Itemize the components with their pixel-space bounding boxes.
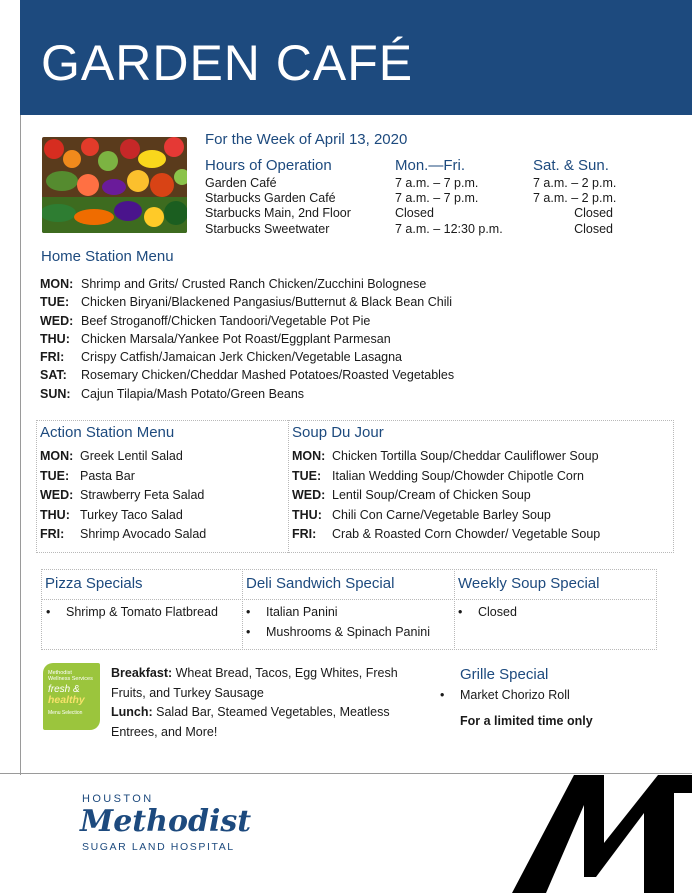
list-item: [40, 330, 454, 348]
list-item: [292, 506, 600, 526]
menu-text: Rosemary Chicken/Cheddar Mashed Potatoes/Roasted Vegetables: [81, 368, 455, 383]
action-station-list: [40, 447, 206, 545]
day-label: MON:: [292, 449, 326, 463]
day-label: FRI:: [292, 527, 317, 542]
menu-text: Strawberry Feta Salad: [80, 488, 205, 503]
vegetables-image: [42, 137, 187, 233]
list-item: [292, 525, 600, 545]
day-label: MON:: [40, 277, 74, 291]
header-banner: [20, 0, 692, 115]
soup-du-jour-title: Soup Du Jour: [292, 424, 384, 441]
menu-text: Pasta Bar: [80, 468, 135, 483]
list-item: [40, 312, 454, 330]
hours-weekend: 7 a.m. – 2 p.m.: [533, 191, 617, 205]
menu-text: Shrimp and Grits/ Crusted Ranch Chicken/Zucchini Bolognese: [81, 277, 427, 291]
day-label: FRI:: [40, 527, 65, 542]
list-item: [40, 486, 206, 506]
hours-location: Starbucks Sweetwater: [205, 222, 330, 236]
fresh-healthy-badge: [43, 663, 100, 730]
menu-text: Chili Con Carne/Vegetable Barley Soup: [332, 507, 551, 522]
specials-col-divider: [242, 569, 243, 650]
list-item: [40, 385, 454, 403]
lunch-items: Salad Bar, Steamed Vegetables, Meatless Entrees, and More!: [111, 705, 390, 739]
logo-line-houston: HOUSTON: [82, 793, 154, 805]
menu-text: Beef Stroganoff/Chicken Tandoori/Vegetable Pot Pie: [81, 313, 371, 328]
day-label: THU:: [40, 507, 70, 522]
menu-text: Crab & Roasted Corn Chowder/ Vegetable Soup: [332, 527, 601, 542]
day-label: THU:: [292, 507, 322, 522]
week-label: For the Week of April 13, 2020: [205, 131, 408, 148]
list-item: [40, 525, 206, 545]
day-label: WED:: [292, 488, 326, 503]
day-label: FRI:: [40, 350, 65, 365]
menu-text: Italian Wedding Soup/Chowder Chipotle Corn: [332, 468, 585, 483]
menu-text: Crispy Catfish/Jamaican Jerk Chicken/Vegetable Lasagna: [81, 350, 403, 365]
lunch-text: [111, 703, 411, 742]
day-label: TUE:: [292, 468, 322, 483]
hours-weekday: 7 a.m. – 7 p.m.: [395, 191, 479, 205]
station-box-divider: [288, 420, 289, 553]
list-item: • Mushrooms & Spinach Panini: [266, 625, 430, 639]
breakfast-label: Breakfast:: [111, 666, 173, 680]
day-label: WED:: [40, 488, 74, 503]
day-label: SAT:: [40, 368, 67, 383]
deli-special-title: Deli Sandwich Special: [246, 575, 395, 592]
pizza-specials-title: Pizza Specials: [45, 575, 143, 592]
menu-text: Cajun Tilapia/Mash Potato/Green Beans: [81, 386, 305, 401]
houston-methodist-logo: [80, 793, 270, 853]
day-label: SUN:: [40, 386, 71, 401]
methodist-m-logo: [512, 773, 692, 893]
breakfast-text: [111, 664, 411, 703]
day-label: TUE:: [40, 468, 70, 483]
grille-special-note: For a limited time only: [460, 714, 593, 728]
menu-text: Greek Lentil Salad: [80, 449, 183, 463]
day-label: WED:: [40, 313, 74, 328]
page-title: GARDEN CAFÉ: [41, 35, 414, 91]
list-item: [40, 447, 206, 467]
hours-location: Garden Café: [205, 176, 277, 190]
hours-weekday: 7 a.m. – 7 p.m.: [395, 176, 479, 190]
list-item: [40, 293, 454, 311]
list-item: • Closed: [478, 605, 517, 619]
grille-special-title: Grille Special: [460, 666, 549, 683]
hours-weekend: Closed: [574, 206, 613, 220]
badge-line: fresh &: [48, 684, 80, 695]
list-item: [40, 467, 206, 487]
soup-du-jour-list: [292, 447, 600, 545]
badge-line: healthy: [48, 694, 85, 706]
hours-weekday: Closed: [395, 206, 434, 220]
hours-heading: Hours of Operation: [205, 157, 332, 174]
logo-line-hospital: SUGAR LAND HOSPITAL: [82, 840, 235, 853]
list-item: • Shrimp & Tomato Flatbread: [66, 605, 218, 619]
day-label: MON:: [40, 449, 74, 463]
breakfast-items: Wheat Bread, Tacos, Egg Whites, Fresh Fruits, and Turkey Sausage: [111, 666, 398, 700]
hours-weekend: Closed: [574, 222, 613, 236]
menu-text: Chicken Biryani/Blackened Pangasius/Butternut & Black Bean Chili: [81, 295, 453, 310]
badge-line: Methodist Wellness Services: [48, 670, 93, 682]
menu-text: Chicken Marsala/Yankee Pot Roast/Eggplant Parmesan: [81, 331, 391, 346]
specials-header-divider: [41, 599, 657, 600]
logo-line-methodist: Methodist: [80, 804, 252, 839]
home-station-title: Home Station Menu: [41, 248, 174, 265]
hours-weekend: 7 a.m. – 2 p.m.: [533, 176, 617, 190]
left-divider: [20, 115, 21, 775]
specials-col-divider: [454, 569, 455, 650]
weekly-soup-title: Weekly Soup Special: [458, 575, 600, 592]
list-item: [40, 348, 454, 366]
badge-line: Menu Selection: [48, 710, 83, 716]
list-item: [292, 447, 600, 467]
list-item: • Italian Panini: [266, 605, 338, 619]
list-item: [292, 486, 600, 506]
menu-text: Turkey Taco Salad: [80, 507, 183, 522]
hours-weekend-heading: Sat. & Sun.: [533, 157, 609, 174]
day-label: TUE:: [40, 295, 70, 310]
menu-text: Shrimp Avocado Salad: [80, 527, 207, 542]
list-item: [40, 506, 206, 526]
list-item: [40, 366, 454, 384]
home-station-list: [40, 275, 454, 403]
lunch-label: Lunch:: [111, 705, 153, 719]
menu-text: Lentil Soup/Cream of Chicken Soup: [332, 488, 531, 503]
hours-location: Starbucks Garden Café: [205, 191, 336, 205]
grille-special-item: • Market Chorizo Roll: [460, 688, 570, 702]
day-label: THU:: [40, 331, 70, 346]
menu-text: Chicken Tortilla Soup/Cheddar Cauliflower Soup: [332, 449, 599, 463]
list-item: [40, 275, 454, 293]
hours-weekday: 7 a.m. – 12:30 p.m.: [395, 222, 503, 236]
list-item: [292, 467, 600, 487]
action-station-title: Action Station Menu: [40, 424, 175, 441]
hours-location: Starbucks Main, 2nd Floor: [205, 206, 351, 220]
hours-weekday-heading: Mon.—Fri.: [395, 157, 466, 174]
